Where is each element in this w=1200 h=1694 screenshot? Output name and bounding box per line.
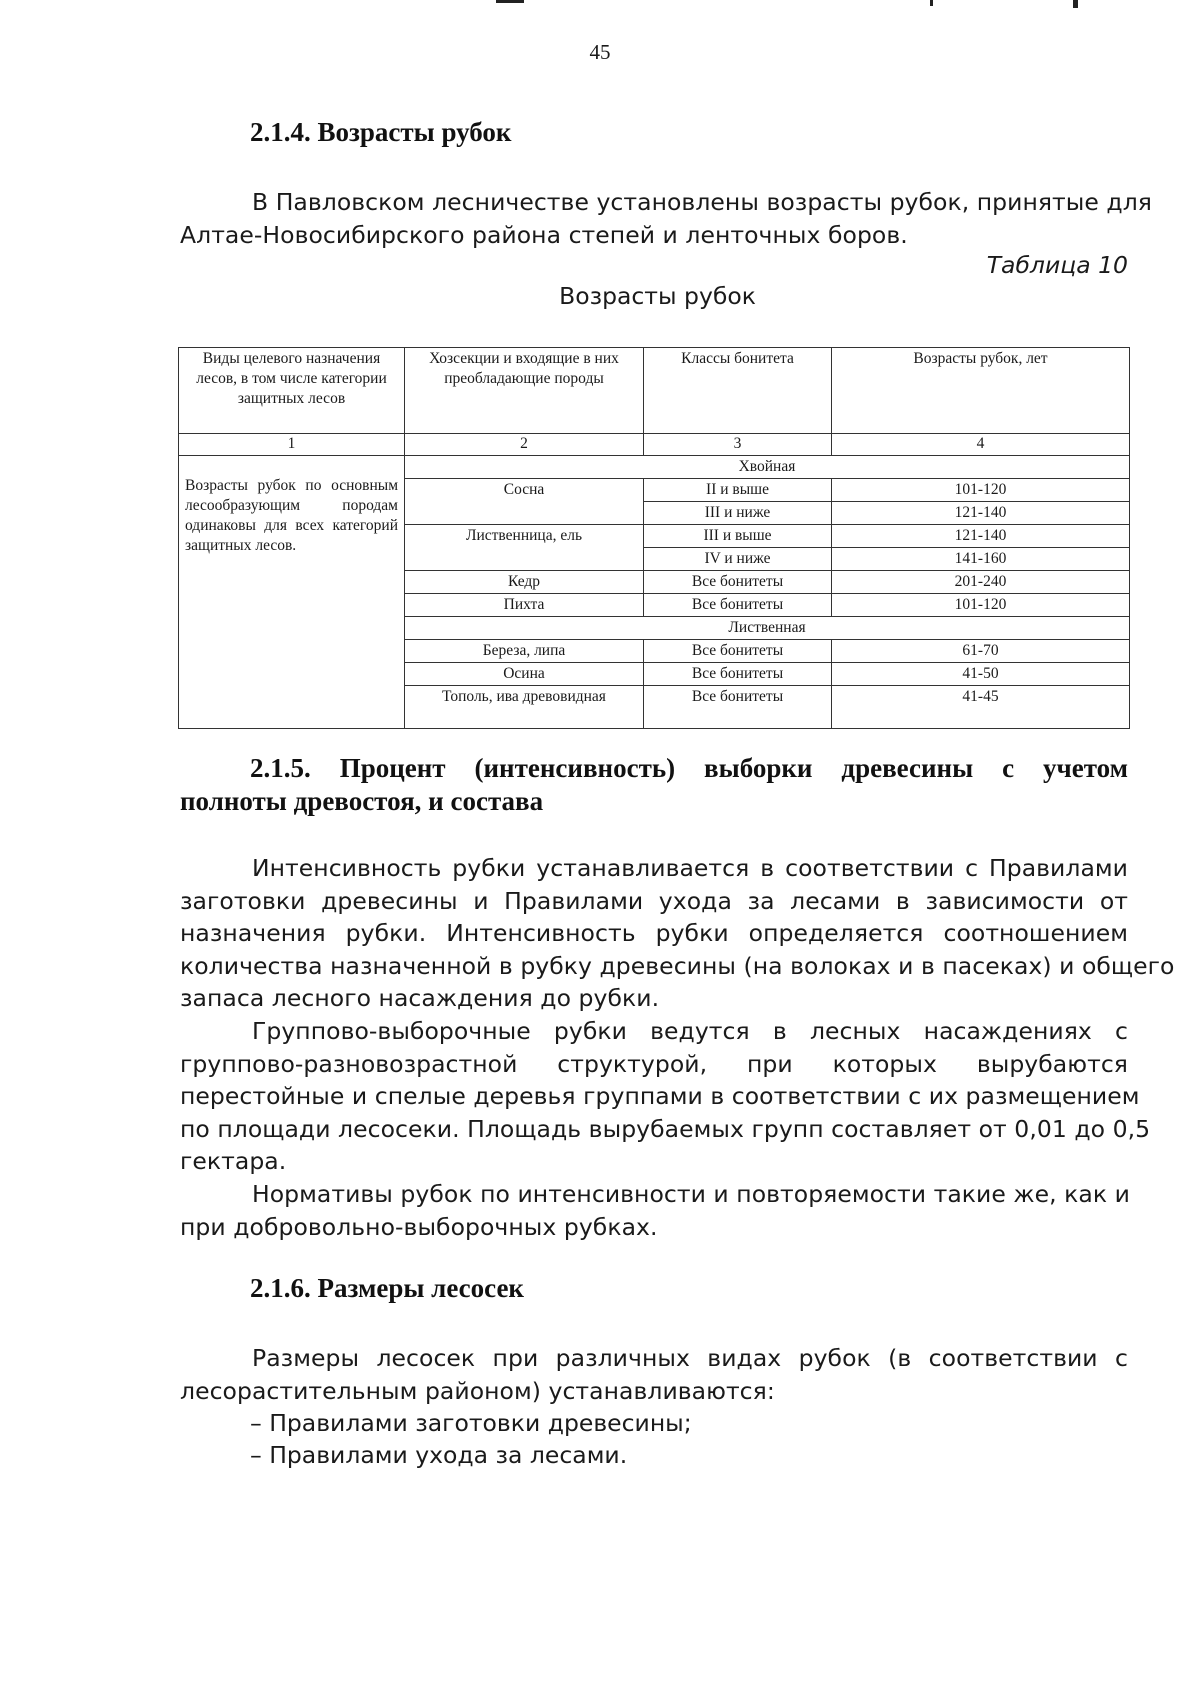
header-cell: Хозсекции и входящие в них преобладающие породы bbox=[405, 348, 644, 434]
column-number-row bbox=[179, 434, 1130, 456]
text-line: Размеры лесосек при различных видах рубок (в соответствии с bbox=[252, 1344, 1128, 1372]
list-item: – Правилами ухода за лесами. bbox=[250, 1441, 628, 1469]
age-cell: 41-45 bbox=[832, 686, 1130, 729]
scan-mark-right bbox=[1073, 0, 1078, 8]
text-line: Нормативы рубок по интенсивности и повторяемости такие же, как и bbox=[252, 1180, 1130, 1208]
page-number: 45 bbox=[589, 40, 611, 64]
paragraph-group-selective bbox=[180, 1015, 1151, 1178]
age-cell: 201-240 bbox=[832, 571, 1130, 594]
bonitet-cell: IV и ниже bbox=[644, 548, 832, 571]
species-cell: Кедр bbox=[405, 571, 644, 594]
table-header-row bbox=[179, 348, 1130, 434]
text-line: заготовки древесины и Правилами ухода за лесами в зависимости от bbox=[180, 886, 1128, 915]
header-cell: Возрасты рубок, лет bbox=[832, 348, 1130, 434]
text-line: перестойные и спелые деревья группами в соответствии с их размещением bbox=[180, 1082, 1140, 1110]
text-line: Группово-выборочные рубки ведутся в лесных насаждениях с bbox=[252, 1017, 1128, 1045]
bonitet-cell: Все бонитеты bbox=[644, 686, 832, 729]
bonitet-cell: II и выше bbox=[644, 479, 832, 502]
text-line: лесорастительным районом) устанавливаются: bbox=[180, 1376, 775, 1405]
age-cell: 61-70 bbox=[832, 640, 1130, 663]
table-title: Возрасты рубок bbox=[559, 282, 756, 310]
bonitet-cell: Все бонитеты bbox=[644, 594, 832, 617]
cutting-ages-table bbox=[178, 347, 1130, 729]
table-caption: Таблица 10 bbox=[986, 251, 1128, 279]
age-cell: 101-120 bbox=[832, 479, 1130, 502]
paragraph-norms bbox=[180, 1178, 1128, 1243]
age-cell: 101-120 bbox=[832, 594, 1130, 617]
heading-line: полноты древостоя, и состава bbox=[180, 786, 544, 816]
bonitet-cell: III и ниже bbox=[644, 502, 832, 525]
bonitet-cell: Все бонитеты bbox=[644, 640, 832, 663]
age-cell: 141-160 bbox=[832, 548, 1130, 571]
col-number: 4 bbox=[832, 434, 1130, 456]
scan-mark-left bbox=[496, 0, 524, 3]
age-cell: 121-140 bbox=[832, 525, 1130, 548]
text-line: количества назначенной в рубку древесины (на волоках и в пасеках) и общего bbox=[180, 951, 1175, 980]
heading-2-1-6: 2.1.6. Размеры лесосек bbox=[250, 1273, 524, 1303]
species-cell: Тополь, ива древовидная bbox=[405, 686, 644, 729]
paragraph-plot-sizes bbox=[180, 1342, 1128, 1407]
text-line: В Павловском лесничестве установлены возрасты рубок, принятые для bbox=[252, 188, 1152, 216]
heading-2-1-4: 2.1.4. Возрасты рубок bbox=[250, 117, 512, 147]
species-cell: Пихта bbox=[405, 594, 644, 617]
text-line: запаса лесного насаждения до рубки. bbox=[180, 984, 660, 1012]
col-number: 3 bbox=[644, 434, 832, 456]
col-number: 2 bbox=[405, 434, 644, 456]
age-cell: 41-50 bbox=[832, 663, 1130, 686]
header-cell: Классы бонитета bbox=[644, 348, 832, 434]
header-cell: Виды целевого назначения лесов, в том числе категории защитных лесов bbox=[179, 348, 405, 434]
bonitet-cell: III и выше bbox=[644, 525, 832, 548]
bonitet-cell: Все бонитеты bbox=[644, 663, 832, 686]
group-label: Хвойная bbox=[405, 456, 1130, 479]
text-line: Алтае-Новосибирского района степей и ленточных боров. bbox=[180, 220, 908, 249]
paragraph-2-1-4 bbox=[180, 186, 1152, 251]
text-line: при добровольно-выборочных рубках. bbox=[180, 1212, 658, 1241]
species-cell: Лиственница, ель bbox=[405, 525, 644, 571]
heading-line: 2.1.5. Процент (интенсивность) выборки древесины с учетом bbox=[250, 753, 1128, 783]
scan-mark-mid bbox=[930, 0, 933, 6]
list-item: – Правилами заготовки древесины; bbox=[250, 1409, 692, 1437]
text-line: Интенсивность рубки устанавливается в соответствии с Правилами bbox=[252, 854, 1128, 882]
age-cell: 121-140 bbox=[832, 502, 1130, 525]
first-column-note: Возрасты рубок по основным лесообразующим породам одинаковы для всех категорий защитных лесов. bbox=[179, 456, 405, 729]
species-cell: Сосна bbox=[405, 479, 644, 525]
species-cell: Осина bbox=[405, 663, 644, 686]
text-line: по площади лесосеки. Площадь вырубаемых групп составляет от 0,01 до 0,5 bbox=[180, 1114, 1151, 1143]
text-line: гектара. bbox=[180, 1147, 287, 1175]
text-line: группово-разновозрастной структурой, при которых вырубаются bbox=[180, 1049, 1128, 1078]
col-number: 1 bbox=[179, 434, 405, 456]
text-line: назначения рубки. Интенсивность рубки определяется соотношением bbox=[180, 919, 1128, 947]
heading-2-1-5 bbox=[180, 752, 1128, 818]
group-row-coniferous bbox=[179, 456, 1130, 479]
paragraph-intensity bbox=[180, 852, 1175, 1015]
group-label: Лиственная bbox=[405, 617, 1130, 640]
bonitet-cell: Все бонитеты bbox=[644, 571, 832, 594]
species-cell: Береза, липа bbox=[405, 640, 644, 663]
